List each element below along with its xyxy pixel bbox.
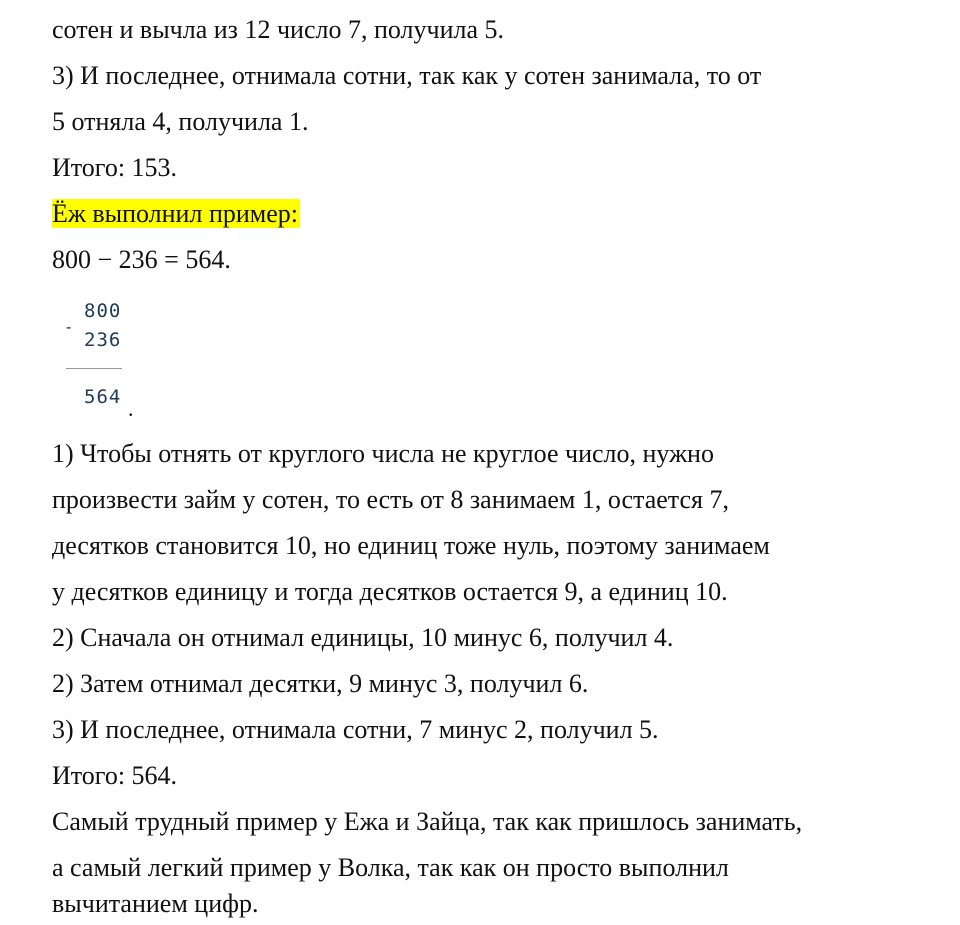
highlighted-heading: Ёж выполнил пример: xyxy=(52,199,298,228)
equation-line: 800 − 236 = 564. xyxy=(52,245,231,274)
total-line-1: Итого: 153. xyxy=(52,153,178,182)
text-line-step-1d: у десятков единицу и тогда десятков остается 9, а единиц 10. xyxy=(52,577,728,606)
section-heading-hedgehog xyxy=(52,198,300,230)
minuend: 800 xyxy=(84,300,122,322)
text-line-step-1b: произвести займ у сотен, то есть от 8 занимаем 1, остается 7, xyxy=(52,485,729,514)
total-line-2: Итого: 564. xyxy=(52,761,178,790)
text-line-step-1c: десятков становится 10, но единиц тоже нуль, поэтому занимаем xyxy=(52,531,770,560)
result: 564 xyxy=(84,386,122,408)
text-line-step-2: 2) Сначала он отнимал единицы, 10 минус 6, получил 4. xyxy=(52,623,674,652)
end-dot: . xyxy=(128,396,134,421)
text-line-step-2b: 2) Затем отнимал десятки, 9 минус 3, получил 6. xyxy=(52,669,589,698)
text-line-3: 5 отняла 4, получила 1. xyxy=(52,107,309,136)
text-line-step-3: 3) И последнее, отнимала сотни, 7 минус 2, получил 5. xyxy=(52,715,659,744)
conclusion-line-2: а самый легкий пример у Волка, так как он просто выполнил xyxy=(52,853,729,882)
result-divider xyxy=(66,368,122,369)
subtrahend: 236 xyxy=(84,329,122,351)
minus-sign: - xyxy=(66,318,72,336)
conclusion-line-3: вычитанием цифр. xyxy=(52,889,259,918)
text-line-2: 3) И последнее, отнимала сотни, так как у сотен занимала, то от xyxy=(52,61,762,90)
text-line-step-1a: 1) Чтобы отнять от круглого числа не круглое число, нужно xyxy=(52,439,714,468)
conclusion-line-1: Самый трудный пример у Ежа и Зайца, так как пришлось занимать, xyxy=(52,807,803,836)
text-line-1: сотен и вычла из 12 число 7, получила 5. xyxy=(52,15,505,44)
